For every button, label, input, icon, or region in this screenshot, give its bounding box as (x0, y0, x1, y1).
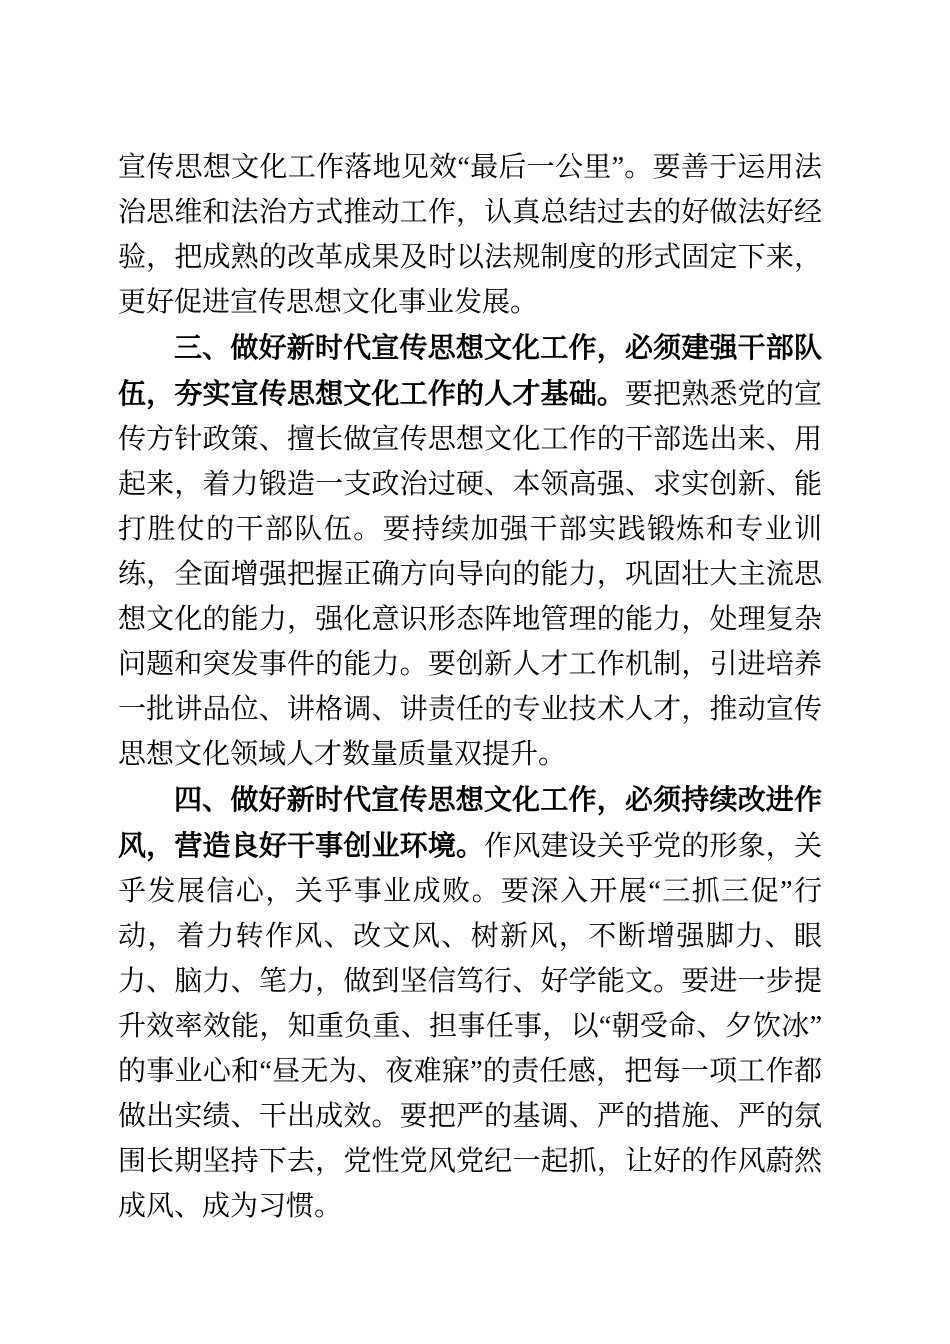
paragraph-section-4 (118, 777, 822, 1229)
section-3-heading: 三、做好新时代宣传思想文化工作，必须建强干部队伍，夯实宣传思想文化工作的人才基础。 (118, 332, 822, 409)
paragraph-continuation-text: 宣传思想文化工作落地见效“最后一公里”。要善于运用法治思维和法治方式推动工作，认真总结过去的好做法好经验，把成熟的改革成果及时以法规制度的形式固定下来，更好促进宣传思想文化事业发展。 (118, 152, 822, 318)
section-3-body-text: 要把熟悉党的宣传方针政策、擅长做宣传思想文化工作的干部选出来、用起来，着力锻造一支政治过硬、本领高强、求实创新、能打胜仗的干部队伍。要持续加强干部实践锻炼和专业训练，全面增强把握正确方向导向的能力，巩固壮大主流思想文化的能力，强化意识形态阵地管理的能力，处理复杂问题和突发事件的能力。要创新人才工作机制，引进培养一批讲品位、讲格调、讲责任的专业技术人才，推动宣传思想文化领域人才数量质量双提升。 (118, 379, 822, 770)
paragraph-continuation (118, 145, 822, 325)
section-4-body-text: 作风建设关乎党的形象，关乎发展信心，关乎事业成败。要深入开展“三抓三促”行动，着力转作风、改文风、树新风，不断增强脚力、眼力、脑力、笔力，做到坚信笃行、好学能文。要进一步提升效率效能，知重负重、担事任事，以“朝受命、夕饮冰”的事业心和“昼无为、夜难寐”的责任感，把每一项工作都做出实绩、干出成效。要把严的基调、严的措施、严的氛围长期坚持下去，党性党风党纪一起抓，让好的作风蔚然成风、成为习惯。 (118, 831, 822, 1222)
document-body (118, 145, 822, 1229)
paragraph-section-3 (118, 325, 822, 777)
section-4-heading: 四、做好新时代宣传思想文化工作，必须持续改进作风，营造良好干事创业环境。 (118, 784, 822, 861)
